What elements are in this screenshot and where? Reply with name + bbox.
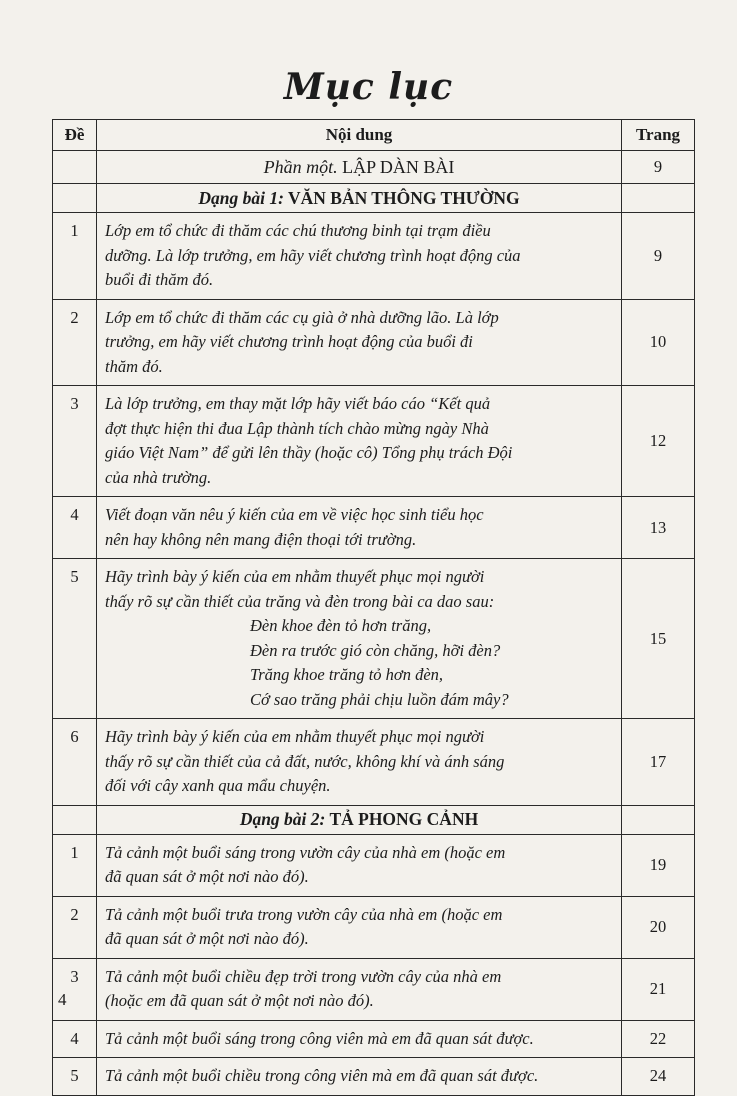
item-page: 15 xyxy=(622,559,695,719)
item-content xyxy=(97,834,622,896)
part-name: LẬP DÀN BÀI xyxy=(342,156,455,177)
part-label: Phần một. xyxy=(263,156,338,177)
toc-row xyxy=(53,299,695,386)
item-num: 1 xyxy=(53,213,97,300)
verse-line: Trăng khoe trăng tỏ hơn đèn, xyxy=(250,665,444,684)
toc-row xyxy=(53,1058,695,1096)
section-name: TẢ PHONG CẢNH xyxy=(329,809,479,829)
item-line: Hãy trình bày ý kiến của em nhằm thuyết phục mọi người xyxy=(105,567,485,586)
item-content xyxy=(97,1058,622,1096)
item-num: 2 xyxy=(53,299,97,386)
item-line: của nhà trường. xyxy=(105,467,212,487)
item-content xyxy=(97,299,622,386)
item-line: đợt thực hiện thi đua Lập thành tích chào mừng ngày Nhà xyxy=(105,418,489,438)
toc-row xyxy=(53,958,695,1020)
item-line: trưởng, em hãy viết chương trình hoạt động của buổi đi xyxy=(105,332,473,351)
item-num: 2 xyxy=(53,896,97,958)
item-num: 3 xyxy=(53,958,97,1020)
item-line: Viết đoạn văn nêu ý kiến của em về việc học sinh tiểu học xyxy=(105,505,484,524)
item-line: (hoặc em đã quan sát ở một nơi nào đó). xyxy=(105,991,374,1010)
item-line: giáo Việt Nam” để gửi lên thầy (hoặc cô) Tổng phụ trách Đội xyxy=(105,443,513,462)
header-num: Đề xyxy=(53,120,97,151)
item-page: 17 xyxy=(622,719,695,806)
item-num: 4 xyxy=(53,1020,97,1058)
part-row xyxy=(53,151,695,184)
item-page: 13 xyxy=(622,497,695,559)
item-line: Tả cảnh một buổi chiều đẹp trời trong vườn cây của nhà em xyxy=(105,966,502,986)
toc-row xyxy=(53,213,695,300)
item-num: 3 xyxy=(53,386,97,497)
toc-row xyxy=(53,386,695,497)
item-line: thấy rõ sự cần thiết của cả đất, nước, không khí và ánh sáng xyxy=(105,751,505,771)
item-num: 6 xyxy=(53,719,97,806)
item-num: 5 xyxy=(53,1058,97,1096)
item-content xyxy=(97,719,622,806)
item-page: 12 xyxy=(622,386,695,497)
item-line: đã quan sát ở một nơi nào đó). xyxy=(105,867,309,886)
item-num: 4 xyxy=(53,497,97,559)
item-line: thấy rõ sự cần thiết của trăng và đèn trong bài ca dao sau: xyxy=(105,591,495,611)
item-line: Tả cảnh một buổi sáng trong vườn cây của nhà em (hoặc em xyxy=(105,842,506,862)
item-page: 22 xyxy=(622,1020,695,1058)
item-content xyxy=(97,958,622,1020)
item-page: 24 xyxy=(622,1058,695,1096)
toc-row xyxy=(53,896,695,958)
toc-row xyxy=(53,559,695,719)
section-title xyxy=(97,184,622,213)
verse-line: Cớ sao trăng phải chịu luồn đám mây? xyxy=(250,689,509,709)
toc-row xyxy=(53,497,695,559)
item-line: Tả cảnh một buổi sáng trong công viên mà em đã quan sát được. xyxy=(105,1028,534,1048)
item-num: 5 xyxy=(53,559,97,719)
item-content xyxy=(97,213,622,300)
toc-row xyxy=(53,719,695,806)
item-page: 21 xyxy=(622,958,695,1020)
header-page: Trang xyxy=(622,120,695,151)
toc-header-row xyxy=(53,120,695,151)
item-page: 19 xyxy=(622,834,695,896)
item-line: Là lớp trưởng, em thay mặt lớp hãy viết báo cáo “Kết quả xyxy=(105,394,491,413)
section-label: Dạng bài 1: xyxy=(198,187,284,208)
item-line: Tả cảnh một buổi chiều trong công viên mà em đã quan sát được. xyxy=(105,1066,539,1085)
item-line: dưỡng. Là lớp trưởng, em hãy viết chương trình hoạt động của xyxy=(105,245,521,265)
item-content xyxy=(97,386,622,497)
item-page: 20 xyxy=(622,896,695,958)
item-page: 9 xyxy=(622,213,695,300)
item-line: đã quan sát ở một nơi nào đó). xyxy=(105,929,309,948)
page-number: 4 xyxy=(58,990,67,1009)
part-title xyxy=(97,151,622,184)
item-content xyxy=(97,559,622,719)
verse-line: Đèn ra trước gió còn chăng, hỡi đèn? xyxy=(250,640,501,660)
item-line: Lớp em tổ chức đi thăm các cụ già ở nhà dưỡng lão. Là lớp xyxy=(105,307,499,327)
item-content xyxy=(97,1020,622,1058)
toc-table xyxy=(52,119,695,1096)
part-page: 9 xyxy=(622,151,695,184)
toc-row xyxy=(53,1020,695,1058)
header-content: Nội dung xyxy=(97,120,622,151)
item-line: thăm đó. xyxy=(105,356,163,376)
item-content xyxy=(97,896,622,958)
section-row xyxy=(53,184,695,213)
item-line: Lớp em tổ chức đi thăm các chú thương binh tại trạm điều xyxy=(105,221,491,240)
item-page: 10 xyxy=(622,299,695,386)
toc-row xyxy=(53,834,695,896)
verse-line: Đèn khoe đèn tỏ hơn trăng, xyxy=(250,616,432,635)
item-num: 1 xyxy=(53,834,97,896)
item-line: buổi đi thăm đó. xyxy=(105,270,214,289)
section-label: Dạng bài 2: xyxy=(239,809,326,829)
page-title: Mục lục xyxy=(283,66,454,108)
item-line: nên hay không nên mang điện thoại tới trường. xyxy=(105,529,417,549)
item-line: Tả cảnh một buổi trưa trong vườn cây của nhà em (hoặc em xyxy=(105,904,503,924)
item-line: Hãy trình bày ý kiến của em nhằm thuyết phục mọi người xyxy=(105,727,485,746)
section-name: VĂN BẢN THÔNG THƯỜNG xyxy=(288,187,520,208)
section-row xyxy=(53,805,695,834)
item-line: đối với cây xanh qua mẩu chuyện. xyxy=(105,776,331,795)
section-title xyxy=(97,805,622,834)
item-content xyxy=(97,497,622,559)
